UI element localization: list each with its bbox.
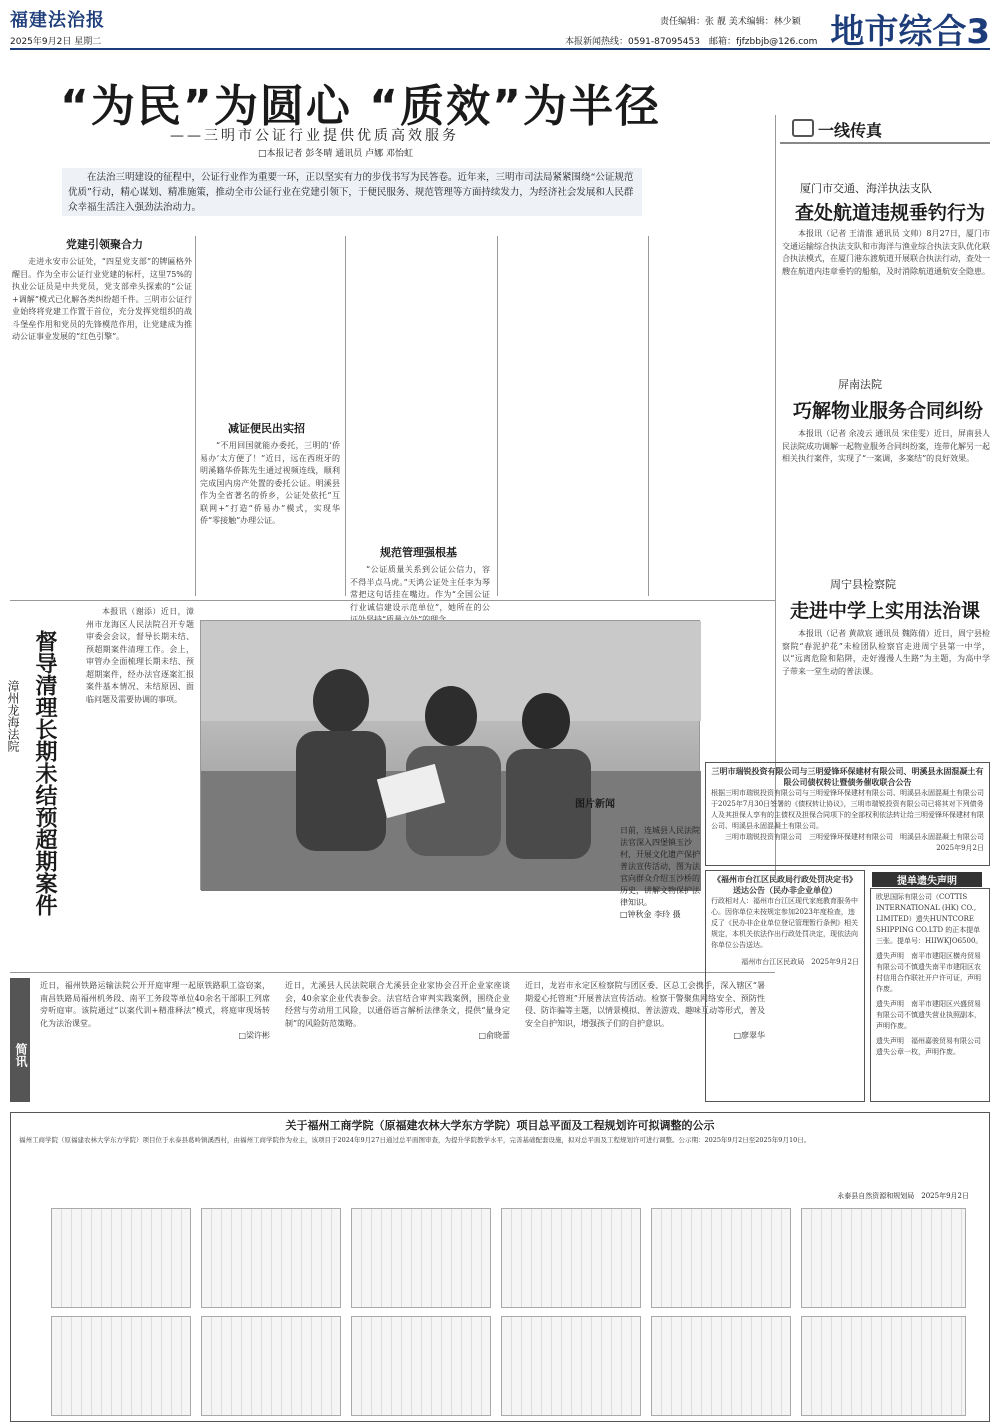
rail-article-text: 本报讯（记者 王清淮 通讯员 文帅）8月27日，厦门市交通运输综合执法支队和市海洋与渔业综合执法支队优化联合执法模式，在厦门港东渡航道开展联合执法行动，查处一艘在航道内违章垂钓的船舶，及时消除航道通航安全隐患。 [782,229,990,276]
plan-drawing [801,1316,966,1416]
plan-drawing [201,1316,341,1416]
plan-drawings [51,1208,971,1418]
declaration: 遗失声明 南平市建阳区横舟贸易有限公司不慎遗失南平市建阳区农村信用合作联社开户许可证，声明作废。 [876,952,981,993]
section-title-management: 规范管理强根基 [380,546,457,559]
photo-caption [620,825,700,921]
masthead: 福建法治报 [10,10,105,31]
rail-badge-icon [792,119,814,137]
page-header [10,4,990,50]
plan-drawing [651,1208,791,1308]
plan-drawing [351,1208,491,1308]
rail-article [782,228,990,338]
photo-badge: 图片新闻 [575,799,615,810]
debt-notice-sign: 三明市瑞锐投资有限公司 三明爱锋环保建材有限公司 明溪县永固混凝土有限公司 2025年9月2日 [725,833,991,852]
lost-bill-text: 欧思国际有限公司（COTTIS INTERNATIONAL (HK) CO., LIMITED）遗失HUNTCORE SHIPPING CO.LTD 的正本提单三张。提单号：HIIWKJO6500。 [876,893,983,945]
rail-title: 巧解物业服务合同纠纷 [793,400,984,422]
article-text: “公证质量关系到公证公信力，容不得半点马虎。”天鸿公证处主任李为琴常把这句话挂在嘴边。作为“全国公证行业诚信建设示范单位”，她所在的公 [350,565,490,612]
plan-drawing [501,1316,641,1416]
rail-title: 走进中学上实用法治课 [790,600,981,622]
brief-item [285,980,510,1043]
penalty-notice-text: 行政相对人：福州市台江区现代家庭教育服务中心。因你单位未按规定参加2023年度检查，违反了《民办非企业单位登记管理暂行条例》相关规定，本机关依法作出行政处罚决定，现依法向你单位公告送达。 [711,897,858,949]
photo-caption-text: 日前，连城县人民法院法官深入四堡镇玉沙村，开展文化遗产保护普法宣传活动，图为法官向群众介绍玉沙桥的历史，讲解文物保护法律知识。 [620,826,700,907]
rail-kicker: 厦门市交通、海洋执法支队 [800,182,932,195]
declaration: 遗失声明 南平市建阳区兴盛贸易有限公司不慎遗失营业执照副本，声明作废。 [876,1000,981,1030]
rail-title: 查处航道违规垂钓行为 [795,202,986,224]
plan-drawing [651,1316,791,1416]
article-column [12,256,192,592]
side-kicker: 漳州龙海法院 [6,680,20,752]
penalty-notice-title: 《福州市台江区民政局行政处罚决定书》送达公告（民办非企业单位） [713,874,857,895]
brief-text: 近日，尤溪县人民法院联合尤溪县企业家协会召开企业家座谈会，40余家企业代表参会。法官结合审判实践案例，围绕企业经营与劳动用工风险，以通俗语言解析法律条文，提供“量身定制”的风险防范策略。 [285,981,510,1028]
brief-credit: □廖翠华 [733,1031,765,1040]
penalty-notice [705,870,865,1102]
public-notice-text: 福州工商学院（原福建农林大学东方学院）项目位于永泰县葛岭镇溪西村，由福州工商学院作为业主，该项目于2024年9月27日通过总平面图审查，为提升学院教学水平，完善基础配套设施，拟对总平面及工程规划许可进行调整。公示期：2025年9月2日至2025年9月10日。 [19,1136,811,1144]
brief-text: 近日，福州铁路运输法院公开开庭审理一起原铁路职工盗窃案，南昌铁路局福州机务段、南平工务段等单位40余名干部职工列席旁听庭审。该院通过“以案代训+精准释法”模式，将庭审现场转化为法治课堂。 [40,981,270,1028]
lost-bill-head: 提单遗失声明 [872,872,982,887]
debt-notice [705,762,990,866]
rail-article-text: 本报讯（记者 黄歆宸 通讯员 魏陈倩）近日，周宁县检察院“春泥护花”未检团队检察官走进周宁县第一中学，以“远离危险和陷阱，走好漫漫人生路”为主题，为高中学子带来一堂生动的普法课。 [782,629,990,676]
briefs-label: 简讯 [10,978,30,1102]
side-article-text: 本报讯（谢添）近日，漳州市龙海区人民法院召开专题审委会会议，督导长期未结、预超期案件清理工作。会上，审管办全面梳理长期未结、预超期案件，经办法官逐案汇报案件基本情况、未结原因、面临问题及需要协调的事项。 [86,607,194,704]
article-text: “不用回国就能办委托，三明的‘侨易办’太方便了！”近日，远在西班牙的明溪籍华侨陈先生通过视频连线，顺利完成国内房产处置的委托公证。明溪县作为全省著名的侨乡，公证处依托“互联网+”打造“侨易办”模式，实现华侨“零接触”办理公证。 [200,441,340,525]
rail-article-text: 本报讯（记者 余凌云 通讯员 宋佳雯）近日，屏南县人民法院成功调解一起物业服务合同纠纷案，连带化解另一起相关执行案件，实现了“一案调，多案结”的良好效果。 [782,429,990,463]
brief-item [40,980,270,1043]
lost-notices [870,888,990,1102]
lead-byline: □本报记者 彭冬晴 通讯员 卢娜 邓怡虹 [258,149,413,159]
brief-credit: □梁许彬 [238,1031,270,1040]
plan-drawing [801,1208,966,1308]
public-notice-title: 关于福州工商学院（原福建农林大学东方学院）项目总平面及工程规划许可拟调整的公示 [285,1119,715,1132]
brief-credit: □俞晓蕾 [478,1031,510,1040]
issue-date: 2025年9月2日 星期二 [10,37,102,47]
article-column [350,564,490,612]
section-title-convenience: 减证便民出实招 [228,422,305,435]
lead-headline: “为民”为圆心 “质效”为半径 [60,81,661,132]
declaration: 遗失声明 福州嘉骏贸易有限公司遗失公章一枚，声明作废。 [876,1037,981,1056]
public-notice [10,1112,990,1422]
penalty-notice-sign: 福州市台江区民政局 2025年9月2日 [741,958,859,966]
plan-drawing [501,1208,641,1308]
debt-notice-text: 根据三明市瑞锐投资有限公司与三明爱锋环保建材有限公司、明溪县永固混凝土有限公司于2025年7月30日签署的《债权转让协议》，三明市瑞锐投资有限公司已将其对下列债务人及其担保人享有的主债权及担保合同项下的全部权利依法转让给三明爱锋环保建材有限公司、明溪县永固混凝土有限公司。 [711,789,984,830]
hotline: 本报新闻热线：0591-87095453 邮箱：fjfzbbjb@126.com [565,37,818,47]
side-headline: 督导清理长期未结预超期案件 [32,630,57,916]
side-article [86,606,194,966]
debt-notice-title: 三明市瑞锐投资有限公司与三明爱锋环保建材有限公司、明溪县永固混凝土有限公司债权转让暨债务催收联合公告 [711,766,984,787]
article-column [200,440,340,590]
section-name: 地市综合3 [830,12,990,52]
photo-credit: □钟秋金 李玲 摄 [620,910,681,919]
rail-article [782,428,990,538]
rail-article [782,628,990,738]
rail-kicker: 屏南法院 [838,378,882,391]
plan-drawing [51,1208,191,1308]
article-text: 走进永安市公证处，“四星党支部”的牌匾格外醒目。作为全市公证行业党建的标杆，这里75%的执业公证员是中共党员，党支部牵头探索的“公证+调解”模式已化解各类纠纷超千件。三明市公证行业始终将党建工作置于首位，充分发挥党组织的战斗堡垒作用和党员的先锋模范作用，让党建成为推动公证事业发展的“红色引擎”。 [12,257,192,341]
plan-drawing [351,1316,491,1416]
editor-credit: 责任编辑：张 靓 美术编辑：林少颖 [660,17,801,27]
public-notice-sign: 永泰县自然资源和规划局 2025年9月2日 [837,1192,969,1200]
plan-drawing [51,1316,191,1416]
section-title-party: 党建引领聚合力 [66,238,143,251]
rail-label: 一线传真 [818,121,883,140]
brief-text: 近日，龙岩市永定区检察院与团区委、区总工会携手，深入辖区“暑期爱心托管班”开展普法宣传活动。检察干警聚焦网络安全、预防性侵、防诈骗等主题，以情景模拟、普法游戏、趣味互动等形式，普及安全自护知识，增强孩子们的自护意识。 [525,981,765,1028]
plan-drawing [201,1208,341,1308]
lead-paragraph: 在法治三明建设的征程中，公证行业作为重要一环，正以坚实有力的步伐书写为民答卷。近年来，三明市司法局紧紧围绕“公证规范优质”行动，精心谋划、精准施策，推动全市公证行业在党建引领下，于便民服务、规范管理等方面持续发力，为经济社会发展和人民群众幸福生活注入强劲法治动力。 [62,168,642,216]
lead-subtitle: ——三明市公证行业提供优质高效服务 [170,128,459,144]
rail-kicker: 周宁县检察院 [830,578,896,591]
